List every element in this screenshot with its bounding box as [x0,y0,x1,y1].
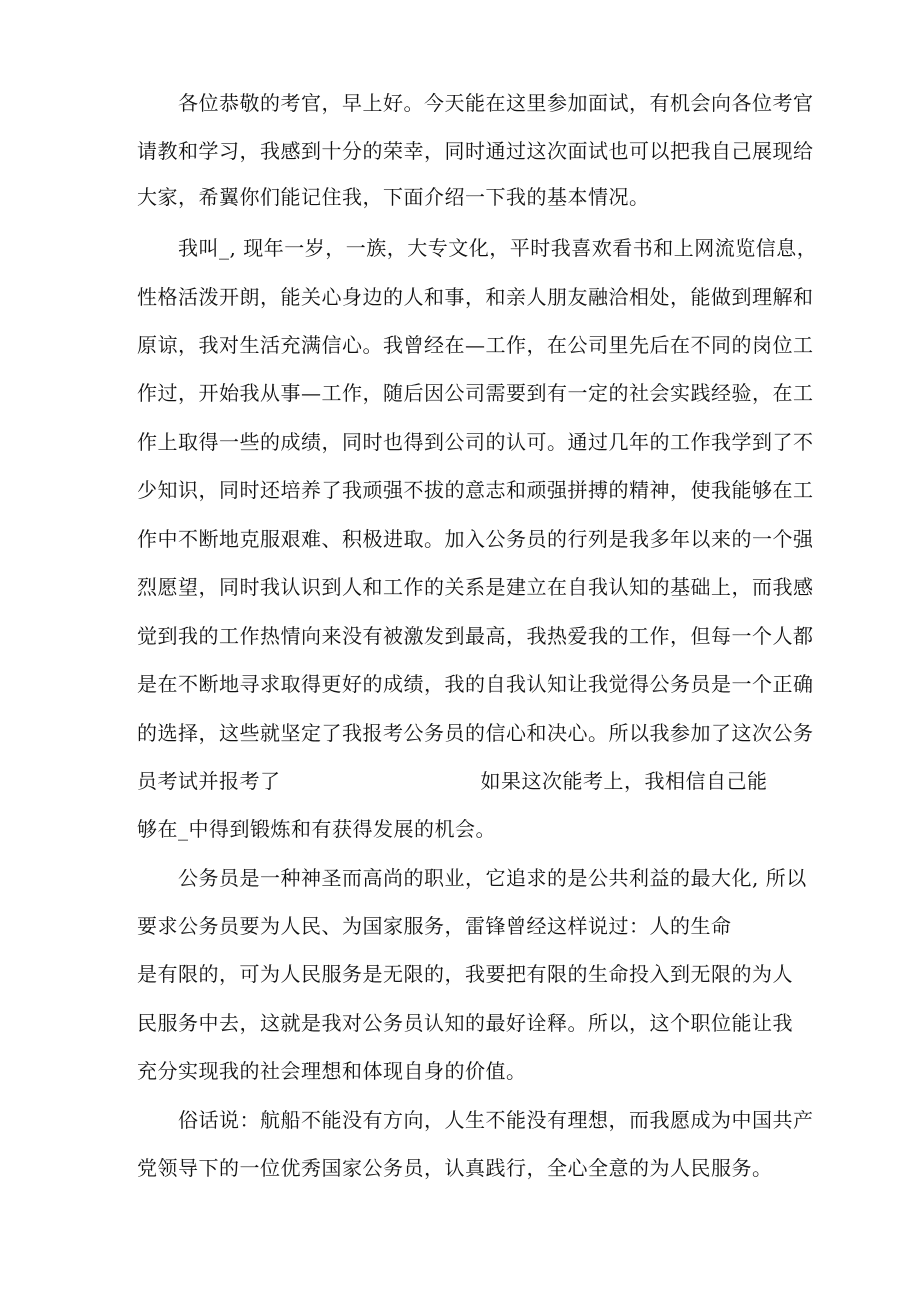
p3-line-2: 要求公务员要为人民、为国家服务，雷锋曾经这样说过：人的生命 [137,914,732,938]
p3-line-4: 民服务中去，这就是我对公务员认知的最好诠释。所以，这个职位能让我 [137,1011,793,1035]
p2-line-6: 少知识，同时还培养了我顽强不拔的意志和顽强拼搏的精神，使我能够在工 [137,478,814,502]
p2-line-12-end: 如果这次能考上，我相信自己能 [480,769,768,793]
p2-line-7: 作中不断地克服艰难、积极进取。加入公务员的行列是我多年以来的一个强 [137,527,814,551]
p2-line-5: 作上取得一些的成绩，同时也得到公司的认可。通过几年的工作我学到了不 [137,430,814,454]
p1-line-3: 大家，希翼你们能记住我，下面介绍一下我的基本情况。 [137,185,650,209]
p4-line-1: 俗话说：航船不能没有方向，人生不能没有理想，而我愿成为中国共产 [178,1108,814,1132]
p3-line-5: 充分实现我的社会理想和体现自身的价值。 [137,1059,527,1083]
p2-line-12 [137,769,768,793]
p2-line-13: 够在_中得到锻炼和有获得发展的机会。 [137,817,496,841]
p3-line-3: 是有限的，可为人民服务是无限的，我要把有限的生命投入到无限的为人 [137,962,793,986]
p2-line-4: 作过，开始我从事—工作，随后因公司需要到有一定的社会实践经验，在工 [137,381,814,405]
p3-line-1: 公务员是一种神圣而高尚的职业，它追求的是公共利益的最大化, 所以 [178,866,807,890]
p2-line-10: 是在不断地寻求取得更好的成绩，我的自我认知让我觉得公务员是一个正确 [137,672,814,696]
p2-line-12-start: 员考试并报考了 [137,769,281,793]
p1-line-1: 各位恭敬的考官，早上好。今天能在这里参加面试，有机会向各位考官 [178,91,814,115]
p2-line-8: 烈愿望，同时我认识到人和工作的关系是建立在自我认知的基础上，而我感 [137,575,814,599]
p1-line-2: 请教和学习，我感到十分的荣幸，同时通过这次面试也可以把我自己展现给 [137,139,814,163]
p2-line-3: 原谅，我对生活充满信心。我曾经在—工作，在公司里先后在不同的岗位工 [137,333,814,357]
p2-line-11: 的选择，这些就坚定了我报考公务员的信心和决心。所以我参加了这次公务 [137,721,814,745]
p2-line-2: 性格活泼开朗，能关心身边的人和事，和亲人朋友融洽相处，能做到理解和 [137,285,814,309]
p2-line-9: 觉到我的工作热情向来没有被激发到最高，我热爱我的工作，但每一个人都 [137,624,814,648]
p2-line-1: 我叫_, 现年一岁，一族，大专文化，平时我喜欢看书和上网流览信息， [178,236,818,260]
p4-line-2: 党领导下的一位优秀国家公务员，认真践行，全心全意的为人民服务。 [137,1156,773,1180]
